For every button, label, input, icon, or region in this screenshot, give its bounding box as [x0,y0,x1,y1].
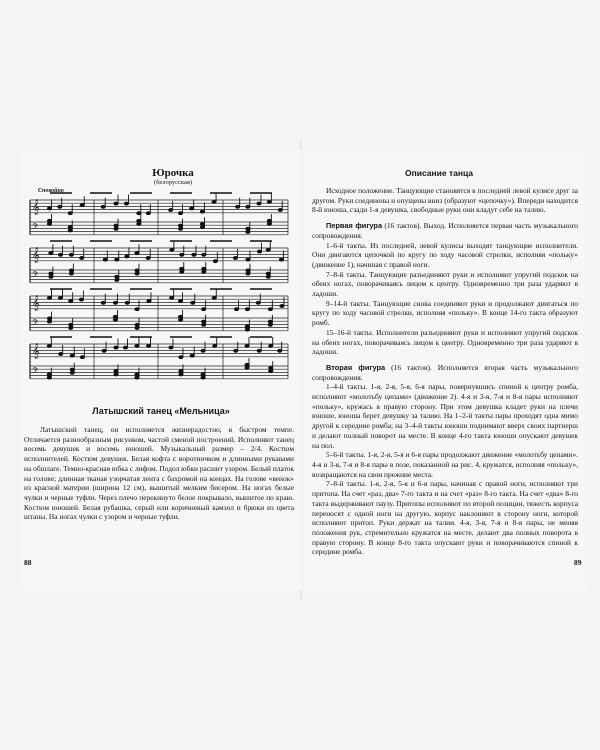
figure-2-intro: (16 тактов). Исполняется вторая часть музыкального сопровождения. [312,362,578,382]
note-head [246,272,250,275]
note-head [180,271,184,274]
note-head [170,249,174,252]
treble-clef: 𝄞 [32,248,40,263]
note-head [257,349,261,352]
note-head [101,301,105,304]
note-head [246,231,250,234]
note-head [267,223,271,226]
note-head [47,223,51,226]
intro-paragraph: Исходное положение. Танцующие становятся в последней левой кулисе друг за другом. Руки соединены и опущены вниз (образуют «цепочку»). Впереди находится 8-й юноша, сзади 1-я девушка, свободные руки они кладут себе на талию. [312,186,578,215]
note-head [280,305,284,308]
note-head [268,320,272,323]
note-head [257,250,261,253]
score-subtitle: (белорусская) [153,179,193,186]
note-head [180,253,184,256]
right-page [304,150,588,590]
note-head [137,223,141,226]
note-head [115,258,119,261]
score-tempo: Спокойно [38,188,64,194]
note-head [192,253,196,256]
note-head [190,207,194,210]
figure-2-para: 1–4-й такты. 1-я, 2-я, 5-я, 6-я пары, повернувшись спиной к центру ромба, исполняют «молотьбу цепами» (движение 2). 4-я и 3-я, 7-я и 8-я пары исполняют «польку», кружась в правую сторону. При этом девушка кладет руки на плечи юноше, юноша берет девушку за талию. На 1–2-й такты пары проходят одна мимо другой к середине ромба; на 3–4-й такты юноши поднимают вверх своих партнерш и делают полный поворот на месте. В конце 4-го такта юноши опускают девушек на пол. [312,382,578,450]
note-head [102,349,106,352]
note-head [269,345,273,348]
dance-title: Латышский танец «Мельница» [92,406,230,416]
note-head [169,346,173,349]
treble-clef: 𝄞 [32,200,40,215]
note-head [246,205,250,208]
note-head [58,205,62,208]
note-head [201,376,205,379]
note-head [191,301,195,304]
figure-2-name: Вторая фигура [326,362,386,372]
note-head [245,345,249,348]
note-head [178,224,182,227]
note-head [69,253,73,256]
note-head [246,227,250,230]
page-number-right: 89 [574,558,582,567]
note-head [114,224,118,227]
note-head [68,226,72,229]
note-head [179,373,183,376]
note-head [114,202,118,205]
note-head [212,297,216,300]
note-head [268,323,272,326]
note-head [47,376,51,379]
note-head [245,325,249,328]
note-head [68,212,72,215]
note-head [200,226,204,229]
note-head [125,255,129,258]
note-head [200,210,204,213]
note-head [114,346,118,349]
bass-clef: 𝄢 [32,319,39,330]
note-head [179,356,183,359]
note-head [47,373,51,376]
note-head [47,219,51,222]
note-head [147,300,151,303]
note-head [213,345,217,348]
note-head [245,367,249,370]
note-head [135,327,139,330]
note-head [114,227,118,230]
note-head [101,205,105,208]
note-head [266,272,270,275]
note-head [47,297,51,300]
note-head [170,297,174,300]
note-head [179,370,183,373]
note-head [233,257,237,260]
figure-1-para: 7–8-й такты. Танцующие разъединяют руки и исполняют упругий подскок на обеих ногах, поворачиваясь лицом к центру. Одновременно три раза ударяют в ладоши. [312,269,578,299]
note-head [200,223,204,226]
note-head [125,301,129,304]
figure-2-para: 5–6-й такты. 1-я, 2-я, 5-я и 6-я пары продолжают движение «молотьбу цепами». 4-я и 3-я, 7-я и 8-я пары в позе, показанной на рис. 4, кружатся, исполняя «польку», возвращаются на свои прежние места. [312,450,578,479]
note-head [266,249,270,252]
note-head [115,279,119,282]
note-head [69,269,73,272]
costume-paragraph: Латышский танец, он исполняется жизнерадостно, в быстром темпе. Отличается разнообразным рисунком, частой сменой построений. Исполняют танец восемь девушек и восемь юношей. Музыкальный размер – 2/4. Костюм исполнителей. Костюм девушек. Белая кофта с воротничком и длинными рукавами на обшлаге. Темно-красная юбка с лифом. Подол юбки расшит узором. Белый платок на голове; длинная тканая узорчатая лента с бахромой на концах. На голове «венок» из красной материи (ширина 12 см), вышитый мелким бисером. На ногах белые чулки и черные туфли. Через плечо перекинуто белое покрывало, вышитое по краю. Костюм юношей. Белая рубашка, серый или коричневый камзол и брюки из цвета штаны. На ногах чулки с узором и черные туфли. [24,425,294,522]
note-head [135,345,139,348]
note-head [47,207,51,210]
note-head [201,349,205,352]
note-head [269,370,273,373]
note-head [236,205,240,208]
note-head [135,252,139,255]
note-head [59,353,63,356]
note-head [256,301,260,304]
note-head [135,323,139,326]
note-head [58,253,62,256]
note-head [146,257,150,260]
note-head [178,227,182,230]
note-head [137,212,141,215]
note-head [146,345,150,348]
note-head [68,229,72,232]
note-head [278,209,282,212]
figure-1-para: 1–6-й такты. Из последней, левой кулисы выходят танцующие исполнители. Они двигаются цепочкой по кругу по ходу часовой стрелки, исполняя «польку» (движение 1), начиная с правой ноги. [312,240,578,269]
note-head [47,345,51,348]
note-head [202,267,206,270]
note-head [135,269,139,272]
note-head [146,212,150,215]
note-head [69,323,73,326]
description-column [312,186,578,557]
figure-2-heading-paragraph [312,363,578,382]
treble-clef: 𝄞 [32,344,40,359]
figure-1-intro: (16 тактов). Выход. Исполняется первая часть музыкального сопровождения. [312,221,578,240]
note-head [137,219,141,222]
note-head [278,349,282,352]
note-head [47,317,51,320]
note-head [113,319,117,322]
note-head [80,204,84,207]
note-head [234,308,238,311]
note-head [69,300,73,303]
note-head [70,368,74,371]
note-head [245,363,249,366]
sheet-music-score [18,180,302,395]
page-number-left: 88 [24,558,32,567]
note-head [178,315,182,318]
note-head [113,315,117,318]
note-head [267,201,271,204]
note-head [169,209,173,212]
note-head [178,319,182,322]
note-head [114,373,118,376]
note-head [202,271,206,274]
figure-2-para: 7–8-й такты. 1-я, 2-я, 5-я и 6-я пары, начиная с правой ноги, исполняют три притопа. На счет «раз, два» 7-го такта и на счет «раз» 8-го такта. На счет «два» 8-го такта выдерживают паузу. Притопы исполняют по второй позиции, тяжесть корпуса переносят с одной ноги на другую, корпус наклоняют в сторону ноги, которой исполняют притоп. Руки держат на талии. 4-я, 3-я, 7-я и 8-я пары, не меняя положения рук, стремительно кружатся на месте, делают два полных поворота в правую сторону. В конце 8-го такта опускают руки и поворачиваются спиной к середине ромба. [312,479,578,557]
score-title: Юрочка [152,167,194,179]
bass-clef: 𝄢 [32,223,39,234]
note-head [58,297,62,300]
figure-1-heading-paragraph [312,221,578,240]
note-head [234,349,238,352]
figure-1-para: 9–14-й такты. Танцующие снова соединяют руки и продолжают двигаться по кругу по ходу часовой стрелки, исполняя «польку». В конце 14-го такта образуют ромб. [312,298,578,328]
note-head [245,328,249,331]
note-head [113,301,117,304]
note-head [212,201,216,204]
note-head [246,258,250,261]
note-head [190,354,194,357]
note-head [47,320,51,323]
description-heading: Описание танца [404,168,474,178]
note-head [69,327,73,330]
note-head [178,212,182,215]
bass-clef: 𝄢 [32,271,39,282]
treble-clef: 𝄞 [32,296,40,311]
note-head [80,356,84,359]
note-head [178,300,182,303]
note-head [80,257,84,260]
note-head [180,267,184,270]
note-head [202,308,206,311]
note-head [246,269,250,272]
note-head [123,346,127,349]
note-head [202,253,206,256]
figure-1-name: Первая фигура [326,221,383,231]
note-head [202,323,206,326]
note-head [135,308,139,311]
note-head [79,298,83,301]
left-page [18,150,302,590]
note-head [213,260,217,263]
note-head [70,354,74,357]
note-head [257,202,261,205]
note-head [114,370,118,373]
note-head [279,258,283,261]
note-head [49,275,53,278]
note-head [245,308,249,311]
note-head [124,202,128,205]
note-head [135,272,139,275]
note-head [103,258,107,261]
note-head [135,373,139,376]
bass-clef: 𝄢 [32,367,39,378]
note-head [115,275,119,278]
note-head [49,252,53,255]
note-head [135,376,139,379]
figure-1-para: 15–16-й такты. Исполнители разъединяют руки и исполняют упругий подскок на обеих ногах, поворачиваясь лицом к центру. Одновременно три раза ударяют в ладоши. [312,327,578,357]
note-head [268,308,272,311]
note-head [267,219,271,222]
note-head [49,272,53,275]
note-head [70,371,74,374]
note-head [69,272,73,275]
note-head [202,320,206,323]
note-head [201,373,205,376]
note-head [266,275,270,278]
note-head [269,367,273,370]
